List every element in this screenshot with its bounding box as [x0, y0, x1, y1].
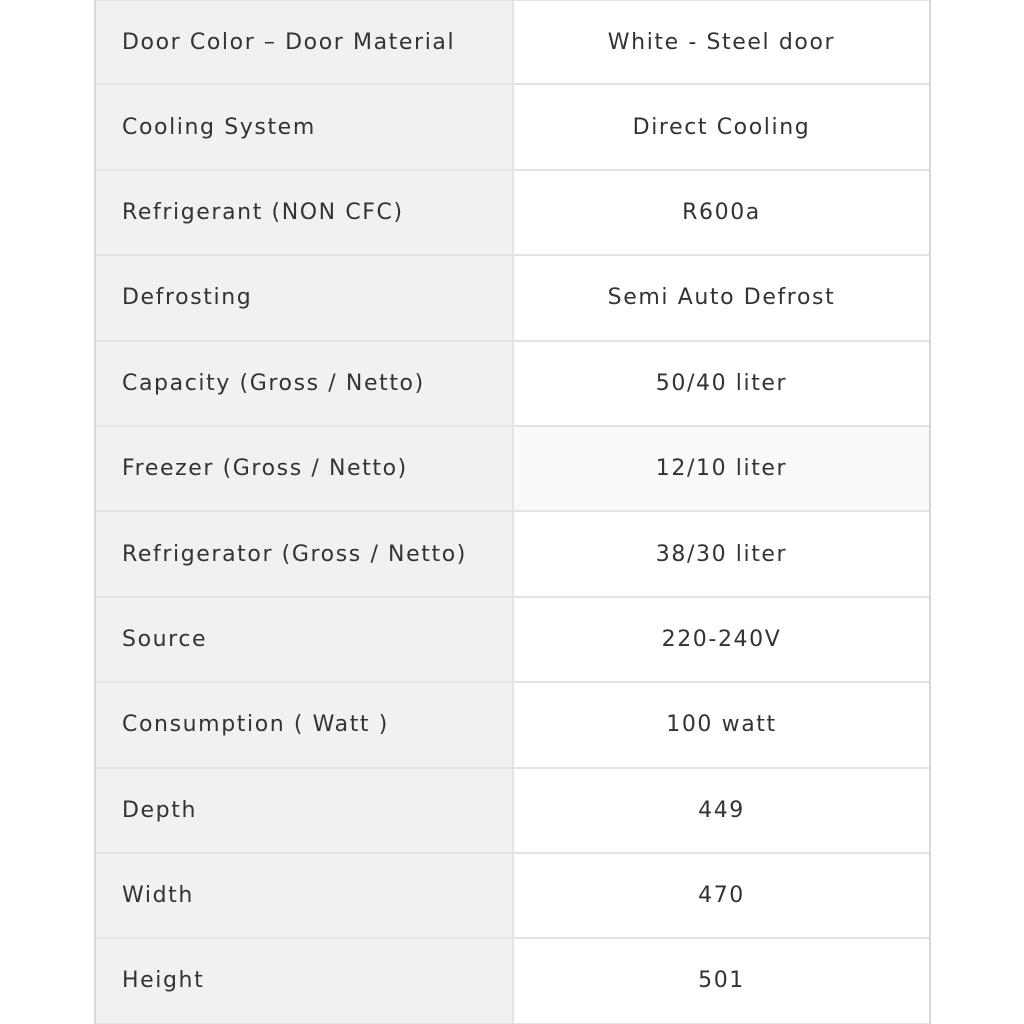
spec-table: [94, 0, 931, 1024]
spec-label: Source: [96, 598, 514, 681]
spec-label: Consumption ( Watt ): [96, 683, 514, 766]
spec-row-depth: [96, 769, 929, 854]
spec-label: Cooling System: [96, 85, 514, 168]
spec-value: 50/40 liter: [514, 342, 929, 425]
spec-value: 220-240V: [514, 598, 929, 681]
spec-label: Capacity (Gross / Netto): [96, 342, 514, 425]
spec-row-capacity: [96, 342, 929, 427]
spec-label: Refrigerant (NON CFC): [96, 171, 514, 254]
spec-row-height: [96, 939, 929, 1024]
spec-label: Defrosting: [96, 256, 514, 339]
spec-label: Freezer (Gross / Netto): [96, 427, 514, 510]
spec-row-freezer: [96, 427, 929, 512]
spec-value: Semi Auto Defrost: [514, 256, 929, 339]
spec-row-width: [96, 854, 929, 939]
spec-row-cooling-system: [96, 85, 929, 170]
spec-row-source: [96, 598, 929, 683]
spec-row-door-color: [96, 0, 929, 85]
spec-row-defrosting: [96, 256, 929, 341]
spec-label: Width: [96, 854, 514, 937]
spec-value: Direct Cooling: [514, 85, 929, 168]
spec-value: 12/10 liter: [514, 427, 929, 510]
spec-row-refrigerant: [96, 171, 929, 256]
spec-value: 100 watt: [514, 683, 929, 766]
spec-label: Door Color – Door Material: [96, 1, 514, 83]
spec-value: White - Steel door: [514, 1, 929, 83]
spec-value: R600a: [514, 171, 929, 254]
spec-row-refrigerator: [96, 512, 929, 597]
spec-label: Depth: [96, 769, 514, 852]
spec-value: 38/30 liter: [514, 512, 929, 595]
spec-row-consumption: [96, 683, 929, 768]
spec-value: 449: [514, 769, 929, 852]
spec-label: Refrigerator (Gross / Netto): [96, 512, 514, 595]
spec-value: 470: [514, 854, 929, 937]
spec-label: Height: [96, 939, 514, 1022]
spec-value: 501: [514, 939, 929, 1022]
